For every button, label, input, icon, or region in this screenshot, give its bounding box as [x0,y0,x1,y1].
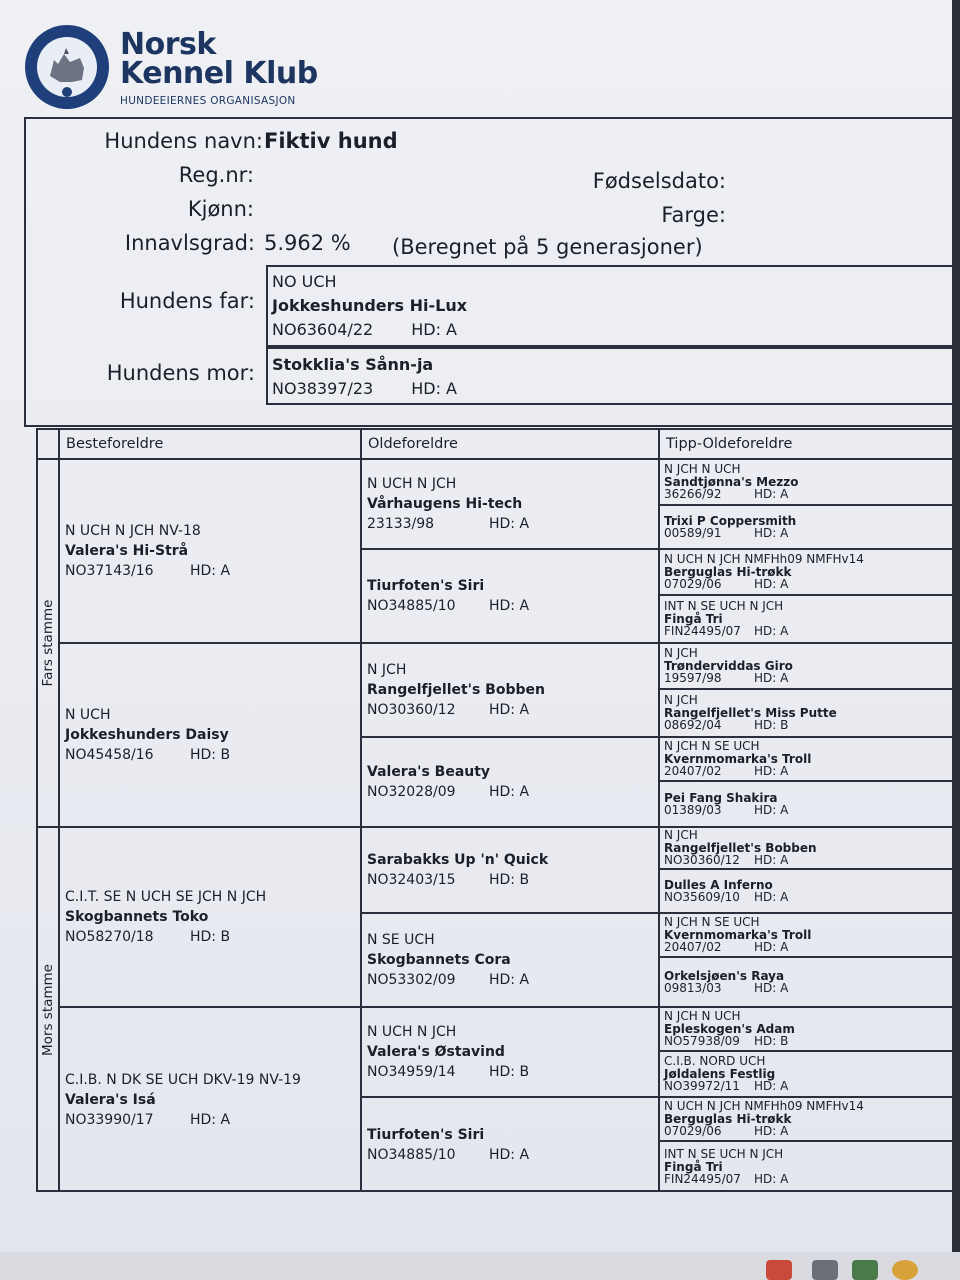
dog-name: Fingå Tri [664,1159,723,1174]
mail-icon[interactable] [766,1260,792,1280]
app-icon[interactable] [852,1260,878,1280]
dog-hd: HD: A [754,526,789,540]
dog-hd: HD: A [489,972,530,988]
dog-hd: HD: B [190,747,231,763]
side-label: Mors stamme [40,964,56,1056]
dog-hd: HD: A [754,624,789,639]
dog-name: Skogbannets Cora [367,952,511,968]
dog-name: Jokkeshunders Daisy [65,727,229,743]
dog-reg: 09813/03 [664,981,722,995]
dog-name: Berguglas Hi-trøkk [664,1111,792,1126]
dog-reg: NO30360/12 [367,702,456,718]
dog-title: N UCH N JCH NMFHh09 NMFHv14 [664,1099,864,1114]
dog-name: Rangelfjellet's Bobben [664,840,817,855]
dog-reg-line [664,982,952,995]
dog-reg: 01389/03 [664,803,722,817]
name-label: Hundens navn: [104,129,263,153]
dog-name: Valera's Isá [65,1092,156,1108]
dog-title: N JCH [664,828,698,843]
dog-title: INT N SE UCH N JCH [664,599,784,614]
gen3-cell [660,738,952,782]
dog-hd: HD: A [754,487,789,502]
dog-name: Vårhaugens Hi-tech [367,496,523,512]
gen3-cell [660,550,952,596]
gen3-cell [660,644,952,690]
gen3-cell [660,958,952,1008]
dog-reg: FIN24495/07 [664,624,741,639]
dog-hd: HD: B [190,929,231,945]
dog-reg: NO53302/09 [367,972,456,988]
dog-reg-line [664,1035,952,1048]
dog-reg-line [664,527,952,540]
header-besteforeldre: Besteforeldre [60,430,362,460]
dog-reg-line [664,891,952,904]
dog-name: Pei Fang Shakira [664,790,778,805]
dog-name: Valera's Hi-Strå [65,543,189,559]
father-reg-line [272,318,952,342]
dog-hd: HD: A [754,577,789,592]
gen2-cell [362,460,660,550]
dog-reg: NO32403/15 [367,872,456,888]
dog-reg: NO57938/09 [664,1034,740,1049]
dog-hd: HD: A [754,981,789,995]
dog-hd: HD: B [754,1034,789,1049]
gen3-cell [660,914,952,958]
mother-name: Stokklia's Sånn-ja [272,355,434,374]
header-tipp-oldeforeldre: Tipp-Oldeforeldre [660,430,952,460]
dog-hd: HD: A [754,940,789,955]
gen2-cell [362,644,660,738]
dog-reg-line [367,970,658,990]
gen3-cell [660,1052,952,1098]
dog-hd: HD: A [489,1147,530,1163]
dog-reg-line [664,578,952,591]
gen1-cell [60,828,362,1008]
gen2-cell [362,550,660,644]
dog-reg-line [367,596,658,616]
dog-reg-line [65,745,360,765]
gen1-cell [60,1008,362,1192]
mother-hd: HD: A [411,379,457,398]
dog-title: C.I.B. N DK SE UCH DKV-19 NV-19 [65,1072,301,1088]
father-label: Hundens far: [119,289,255,313]
dog-title: N UCH N JCH [367,1024,457,1040]
color-label: Farge: [661,203,726,227]
dog-reg: NO37143/16 [65,563,154,579]
father-title: NO UCH [272,272,337,291]
dog-name: Rangelfjellet's Bobben [367,682,545,698]
dog-reg: 19597/98 [664,671,722,686]
gen2-cell [362,1098,660,1192]
side-fars-stamme [38,460,60,828]
dog-reg-line [65,927,360,947]
header-oldeforeldre: Oldeforeldre [362,430,660,460]
gen3-cell [660,506,952,550]
dog-reg-line [664,941,952,954]
dog-title: N SE UCH [367,932,435,948]
dog-title: N JCH N UCH [664,462,741,477]
dog-name: Sarabakks Up 'n' Quick [367,852,549,868]
dog-reg-line [367,870,658,890]
gen2-cell [362,914,660,1008]
gen3-cell [660,1008,952,1052]
dog-reg-line [664,1173,952,1186]
gen3-cell [660,1098,952,1142]
dog-hd: HD: A [489,784,530,800]
dog-title: N JCH [664,693,698,708]
dog-reg: NO34885/10 [367,598,456,614]
dog-name: Dulles A Inferno [664,877,773,892]
sex-label: Kjønn: [187,197,254,221]
dog-reg: NO34885/10 [367,1147,456,1163]
dog-name: Tiurfoten's Siri [367,1127,485,1143]
dog-name: Valera's Østavind [367,1044,505,1060]
dog-reg: 23133/98 [367,516,435,532]
dog-title: N JCH N UCH [664,1009,741,1024]
gen3-cell [660,828,952,870]
dog-reg-line [65,561,360,581]
gen2-cell [362,738,660,828]
dog-reg: NO39972/11 [664,1079,740,1094]
gen1-cell [60,460,362,644]
dog-hd: HD: A [754,1172,789,1187]
father-reg: NO63604/22 [272,320,374,339]
dog-title: N JCH N SE UCH [664,915,760,930]
dog-title: N UCH N JCH [367,476,457,492]
dog-hd: HD: B [489,1064,530,1080]
side-mors-stamme [38,828,60,1192]
dog-reg: NO58270/18 [65,929,154,945]
dog-reg: NO33990/17 [65,1112,154,1128]
birth-label: Fødselsdato: [592,169,726,193]
dog-title: N JCH [664,646,698,661]
dog-name: Trixi P Coppersmith [664,513,797,528]
dog-reg: NO35609/10 [664,890,740,904]
dog-reg-line [664,488,952,501]
dog-hd: HD: B [489,872,530,888]
gen3-cell [660,690,952,738]
gen3-cell [660,1142,952,1192]
dog-hd: HD: A [754,803,789,817]
dog-title: N UCH N JCH NMFHh09 NMFHv14 [664,552,864,567]
dog-reg: NO45458/16 [65,747,154,763]
dog-title: C.I.B. NORD UCH [664,1054,766,1069]
dog-name: Kvernmomarka's Troll [664,927,812,942]
dog-hd: HD: A [754,671,789,686]
dog-reg-line [367,514,658,534]
inbreeding-label: Innavlsgrad: [124,231,255,255]
dog-reg: 07029/06 [664,577,722,592]
dog-reg-line [664,765,952,778]
dog-hd: HD: A [190,1112,231,1128]
inbreeding-note: (Beregnet på 5 generasjoner) [392,235,703,259]
dog-reg-line [664,854,952,867]
dog-name: Berguglas Hi-trøkk [664,564,792,579]
dog-title: N JCH [367,662,407,678]
dog-reg: 20407/02 [664,940,722,955]
side-label: Fars stamme [40,599,56,687]
dog-hd: HD: A [754,890,789,904]
dog-reg-line [65,1110,360,1130]
dog-title: INT N SE UCH N JCH [664,1147,784,1162]
dog-reg-line [367,782,658,802]
header-corner [38,430,60,460]
dog-hd: HD: A [190,563,231,579]
dog-reg: 07029/06 [664,1124,722,1139]
reg-label: Reg.nr: [178,163,254,187]
dog-hd: HD: A [489,598,530,614]
father-box [266,265,952,347]
nkk-seal-logo [24,24,110,110]
dog-hd: HD: A [754,853,789,868]
dog-title: N JCH N SE UCH [664,739,760,754]
dog-reg: NO30360/12 [664,853,740,868]
dog-reg-line [367,1062,658,1082]
dog-reg-line [664,804,952,817]
inbreeding-value: 5.962 % [264,231,351,255]
name-value: Fiktiv hund [264,129,398,153]
taskbar-strip [0,1252,960,1280]
dog-reg: 36266/92 [664,487,722,502]
dog-hd: HD: A [489,702,530,718]
dog-reg-line [664,1080,952,1093]
dog-reg-line [664,672,952,685]
dog-name: Orkelsjøen's Raya [664,968,785,983]
dog-name: Tiurfoten's Siri [367,578,485,594]
gen3-cell [660,596,952,644]
dog-reg-line [664,625,952,638]
app-icon[interactable] [812,1260,838,1280]
gen3-cell [660,460,952,506]
mother-reg-line [272,377,952,401]
gen1-cell [60,644,362,828]
dog-reg-line [367,1145,658,1165]
dog-reg: NO34959/14 [367,1064,456,1080]
gen2-cell [362,828,660,914]
dog-name: Trønderviddas Giro [664,658,793,673]
dog-name: Sandtjønna's Mezzo [664,474,799,489]
dog-reg-line [367,700,658,720]
dog-hd: HD: B [754,718,789,733]
mother-label: Hundens mor: [106,361,255,385]
dog-name: Skogbannets Toko [65,909,209,925]
dog-hd: HD: A [754,1124,789,1139]
brand-line-2: Kennel Klub [120,56,318,91]
brand-line-1: Norsk [120,27,216,62]
father-hd: HD: A [411,320,457,339]
gen3-cell [660,870,952,914]
gen2-cell [362,1008,660,1098]
brand-tagline: HUNDEEIERNES ORGANISASJON [120,95,296,107]
dog-reg: 00589/91 [664,526,722,540]
dog-title: N UCH [65,707,111,723]
dog-name: Rangelfjellet's Miss Putte [664,705,837,720]
father-name: Jokkeshunders Hi-Lux [272,296,468,315]
dog-reg: NO32028/09 [367,784,456,800]
dog-name: Fingå Tri [664,611,723,626]
dog-reg: 20407/02 [664,764,722,779]
dog-hd: HD: A [489,516,530,532]
dog-reg: 08692/04 [664,718,722,733]
dog-name: Valera's Beauty [367,764,491,780]
mother-box [266,347,952,405]
dog-title: N UCH N JCH NV-18 [65,523,201,539]
dog-reg: FIN24495/07 [664,1172,741,1187]
dog-reg-line [664,719,952,732]
dog-hd: HD: A [754,1079,789,1094]
pedigree-table [36,428,952,1192]
dog-hd: HD: A [754,764,789,779]
dog-name: Jøldalens Festlig [664,1066,776,1081]
mother-reg: NO38397/23 [272,379,374,398]
dog-reg-line [664,1125,952,1138]
dog-info-panel [24,117,952,427]
gen3-cell [660,782,952,828]
chrome-icon[interactable] [892,1260,918,1280]
dog-name: Epleskogen's Adam [664,1021,795,1036]
dog-name: Kvernmomarka's Troll [664,751,812,766]
dog-title: C.I.T. SE N UCH SE JCH N JCH [65,889,267,905]
